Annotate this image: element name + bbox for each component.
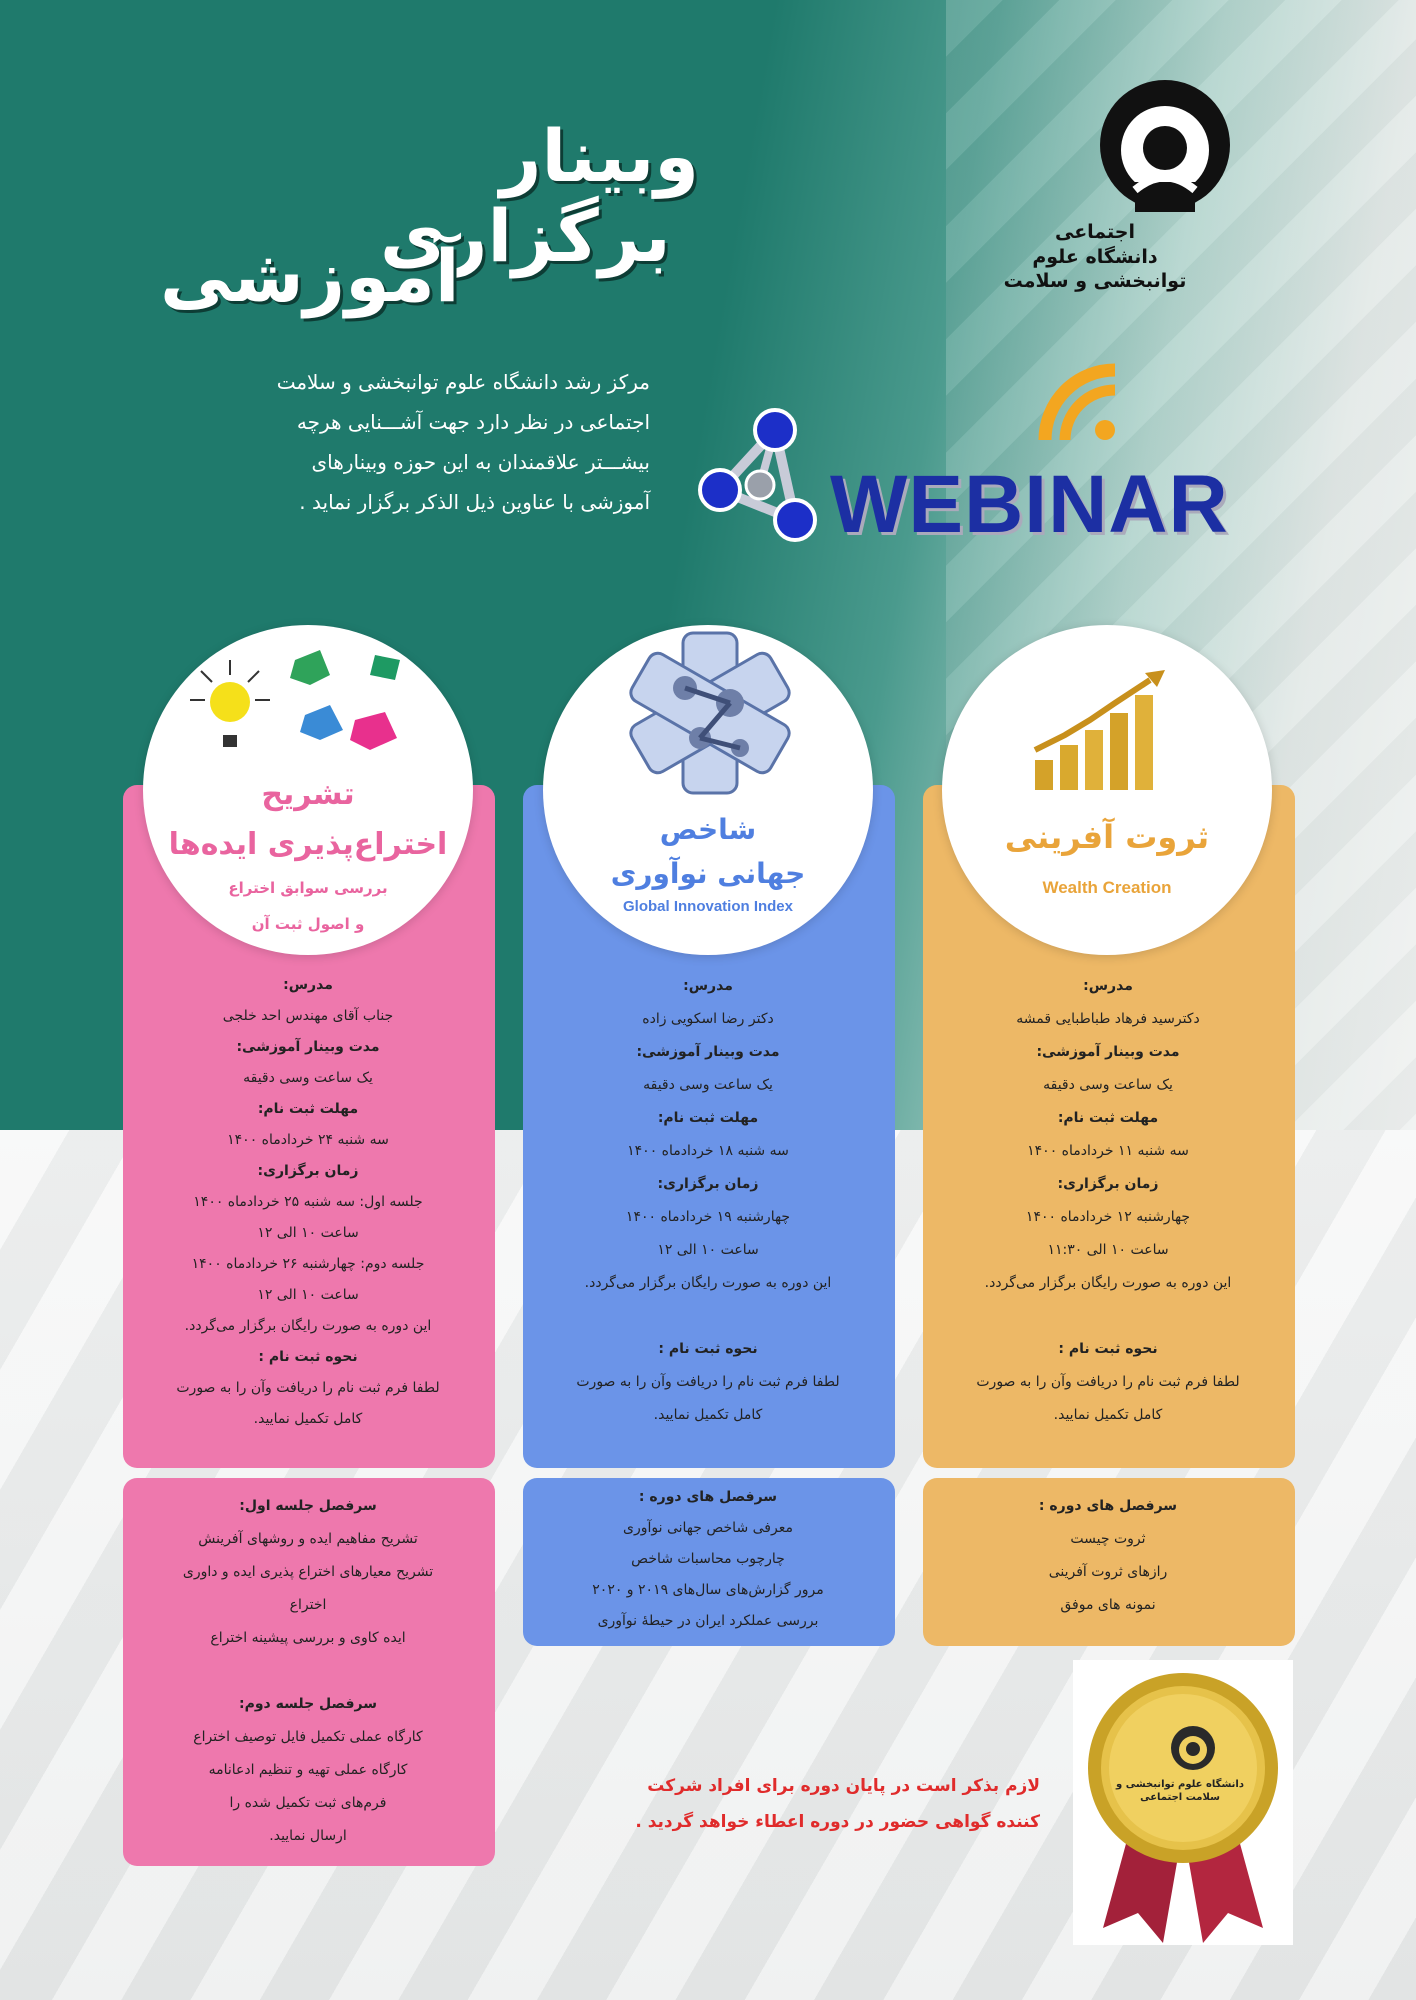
instructor-name: دکتر رضا اسکویی زاده [642, 1011, 774, 1027]
intro-paragraph [150, 362, 650, 522]
schedule-time: ساعت ۱۰ الی ۱۱:۳۰ [1047, 1242, 1169, 1258]
registration-deadline-value: سه شنبه ۱۱ خردادماه ۱۴۰۰ [1027, 1143, 1189, 1159]
instructor-label: مدرس: [283, 977, 333, 993]
registration-method-label: نحوه ثبت نام : [258, 1349, 358, 1365]
registration-deadline-label: مهلت ثبت نام: [657, 1110, 759, 1126]
duration-value: یک ساعت وسی دقیقه [1043, 1077, 1173, 1093]
session2-date: جلسه دوم: چهارشنبه ۲۶ خردادماه ۱۴۰۰ [191, 1256, 425, 1272]
crumpled-paper-lightbulb-icon [185, 640, 425, 770]
instructor-label: مدرس: [683, 978, 733, 994]
registration-method-label: نحوه ثبت نام : [658, 1341, 758, 1357]
course-title-line: ثروت آفرینی [1004, 818, 1210, 856]
registration-deadline-value: سه شنبه ۲۴ خردادماه ۱۴۰۰ [227, 1132, 389, 1148]
syllabus-label: سرفصل های دوره : [1038, 1498, 1178, 1514]
gold-coins-growth-chart-icon [1025, 665, 1185, 795]
schedule-time: ساعت ۱۰ الی ۱۲ [657, 1242, 759, 1258]
registration-method-text: لطفا فرم ثبت نام را دریافت وآن را به صورت [176, 1380, 440, 1396]
logo-text-line: دانشگاه علوم توانبخشی و سلامت [1003, 245, 1187, 293]
registration-deadline-label: مهلت ثبت نام: [1057, 1110, 1159, 1126]
intro-line: آموزشی با عناوین ذیل الذکر برگزار نماید . [299, 490, 650, 514]
syllabus-item: رازهای ثروت آفرینی [1048, 1564, 1168, 1580]
course-info-innovation [523, 970, 893, 1432]
syllabus-item: فرم‌های ثبت تکمیل شده را [229, 1795, 387, 1811]
registration-method-label: نحوه ثبت نام : [1058, 1341, 1158, 1357]
broadcast-waves-icon [1035, 360, 1125, 450]
webinar-wordmark: WEBINAR [830, 459, 1229, 550]
syllabus-invention [123, 1490, 493, 1853]
course-title-invention [143, 770, 473, 870]
duration-value: یک ساعت وسی دقیقه [243, 1070, 373, 1086]
syllabus-label: سرفصل های دوره : [638, 1489, 778, 1505]
university-logo-text [985, 220, 1205, 294]
registration-method-text: کامل تکمیل نمایید. [653, 1407, 763, 1423]
schedule-label: زمان برگزاری: [657, 1176, 759, 1192]
syllabus-item: معرفی شاخص جهانی نوآوری [623, 1520, 793, 1536]
certificate-note-line: کننده گواهی حضور در دوره اعطاء خواهد گردید . [635, 1812, 1040, 1832]
free-course-note: این دوره به صورت رایگان برگزار می‌گردد. [184, 1318, 432, 1334]
course-title-wealth [942, 818, 1272, 856]
free-course-note: این دوره به صورت رایگان برگزار می‌گردد. [584, 1275, 832, 1291]
instructor-label: مدرس: [1083, 978, 1133, 994]
registration-method-text: کامل تکمیل نمایید. [1053, 1407, 1163, 1423]
course-subtitle-line: و اصول ثبت آن [251, 915, 365, 933]
duration-label: مدت وبینار آموزشی: [636, 1044, 780, 1060]
syllabus-item: اختراع [289, 1597, 327, 1613]
intro-line: مرکز رشد دانشگاه علوم توانبخشی و سلامت [276, 370, 650, 394]
session2-time: ساعت ۱۰ الی ۱۲ [257, 1287, 359, 1303]
schedule-date: چهارشنبه ۱۹ خردادماه ۱۴۰۰ [625, 1209, 791, 1225]
course-title-line: تشریح [261, 777, 355, 812]
title-holding: برگزاری [380, 194, 671, 278]
free-course-note: این دوره به صورت رایگان برگزار می‌گردد. [984, 1275, 1232, 1291]
certificate-note [560, 1768, 1040, 1840]
spacer [123, 1655, 493, 1688]
syllabus-item: کارگاه عملی تهیه و تنظیم ادعانامه [208, 1762, 408, 1778]
certificate-note-line: لازم بذکر است در پایان دوره برای افراد شرکت [647, 1776, 1040, 1796]
syllabus-item: بررسی عملکرد ایران در حیطهٔ نوآوری [597, 1613, 819, 1629]
seal-text: دانشگاه علوم توانبخشی و سلامت اجتماعی [1116, 1779, 1244, 1803]
session1-date: جلسه اول: سه شنبه ۲۵ خردادماه ۱۴۰۰ [193, 1194, 423, 1210]
registration-method-text: لطفا فرم ثبت نام را دریافت وآن را به صورت [976, 1374, 1240, 1390]
duration-label: مدت وبینار آموزشی: [236, 1039, 380, 1055]
schedule-label: زمان برگزاری: [1057, 1176, 1159, 1192]
syllabus-item: نمونه های موفق [1060, 1597, 1156, 1613]
syllabus-item: تشریح معیارهای اختراع پذیری ایده و داوری [182, 1564, 434, 1580]
syllabus-label: سرفصل جلسه دوم: [239, 1696, 377, 1712]
duration-label: مدت وبینار آموزشی: [1036, 1044, 1180, 1060]
intro-line: اجتماعی در نظر دارد جهت آشـــنایی هرچه [296, 410, 650, 434]
registration-method-text: کامل تکمیل نمایید. [253, 1411, 363, 1427]
session1-time: ساعت ۱۰ الی ۱۲ [257, 1225, 359, 1241]
syllabus-item: کارگاه عملی تکمیل فایل توصیف اختراع [193, 1729, 423, 1745]
university-logo [985, 70, 1265, 300]
registration-method-text: لطفا فرم ثبت نام را دریافت وآن را به صورت [576, 1374, 840, 1390]
spacer [523, 1300, 893, 1333]
course-subtitle-wealth: Wealth Creation [1042, 878, 1172, 897]
schedule-label: زمان برگزاری: [257, 1163, 359, 1179]
instructor-name: دکترسید فرهاد طباطبایی قمشه [1016, 1011, 1200, 1027]
syllabus-item: چارچوب محاسبات شاخص [631, 1551, 785, 1567]
course-title-innovation [543, 808, 873, 896]
syllabus-label: سرفصل جلسه اول: [239, 1498, 377, 1514]
syllabus-item: ایده کاوی و بررسی پیشینه اختراع [210, 1630, 406, 1646]
intro-line: بیشـــتر علاقمندان به این حوزه وبینارهای [311, 450, 650, 474]
course-title-line: شاخص [659, 813, 757, 846]
course-subtitle-invention [143, 870, 473, 942]
registration-deadline-value: سه شنبه ۱۸ خردادماه ۱۴۰۰ [627, 1143, 789, 1159]
title-educational: آموزشی [160, 234, 460, 318]
course-title-line: جهانی نوآوری [610, 857, 806, 890]
course-info-wealth [923, 970, 1293, 1432]
course-subtitle-innovation: Global Innovation Index [622, 898, 793, 915]
title-webinar: وبینار [500, 114, 700, 198]
syllabus-item: ثروت چیست [1070, 1531, 1146, 1547]
webinar-network-icon [680, 405, 820, 545]
logo-text-line: اجتماعی [1054, 221, 1136, 243]
syllabus-item: ارسال نمایید. [269, 1828, 347, 1844]
schedule-date: چهارشنبه ۱۲ خردادماه ۱۴۰۰ [1025, 1209, 1191, 1225]
course-subtitle-line: بررسی سوابق اختراع [228, 879, 388, 897]
duration-value: یک ساعت وسی دقیقه [643, 1077, 773, 1093]
syllabus-item: تشریح مفاهیم ایده و روشهای آفرینش [198, 1531, 418, 1547]
instructor-name: جناب آقای مهندس احد خلجی [222, 1008, 394, 1024]
syllabus-innovation [523, 1482, 893, 1637]
gold-seal-ribbon-icon [1073, 1668, 1293, 1948]
syllabus-wealth [923, 1490, 1293, 1622]
course-title-line: اختراع‌پذیری ایده‌ها [168, 827, 448, 862]
syllabus-item: مرور گزارش‌های سال‌های ۲۰۱۹ و ۲۰۲۰ [592, 1582, 824, 1598]
registration-deadline-label: مهلت ثبت نام: [257, 1101, 359, 1117]
molecule-star-icon [625, 628, 795, 798]
course-info-invention [123, 970, 493, 1435]
spacer [923, 1300, 1293, 1333]
